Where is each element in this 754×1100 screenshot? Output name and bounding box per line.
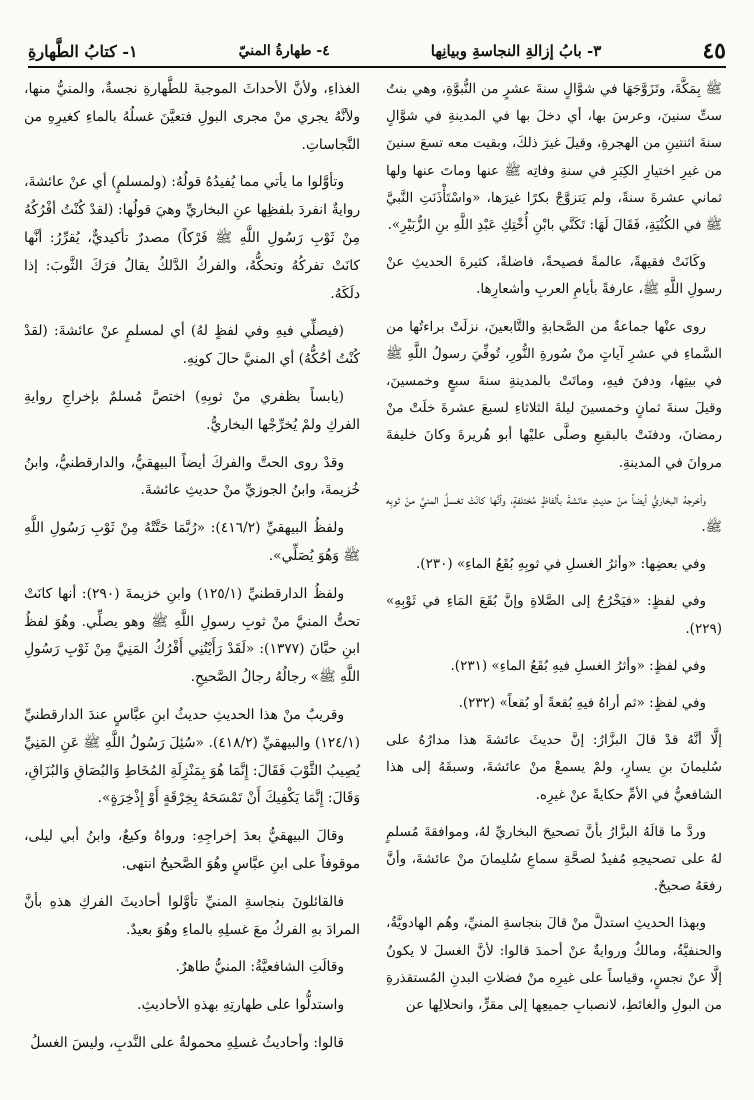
paragraph: وقالَتِ الشافعيَّةُ: المنيُّ طاهرٌ. [175,959,344,976]
paragraph: وفي لفظٍ: «فيَخْرُجُ إلى الصَّلاةِ وإنَّ بُقَعَ المَاءِ في ثَوْبِهِ» (٢٢٩). [386,593,722,637]
paragraph: وقريبٌ منْ هذا الحديثِ حديثُ ابنِ عبَّاسٍ عندَ الدارقطنيِّ (١٢٤/١) والبيهقيِّ (٤١٨/٢). «سُئِلَ رَسُولُ اللَّهِ ﷺ عَنِ المَنِيِّ يُصِيبُ الثَّوْبَ فَقَالَ: إِنَّمَا هُوَ بِمَنْزِلَةِ المُخَاطِ وَالبُصَاقِ وَالبُزَاقِ، وَقَالَ: إِنَّمَا يَكْفِيكَ أَنْ تَمْسَحَهُ بِخِرْقَةٍ أَوْ إِذْخِرَةٍ». [24,706,360,807]
paragraph: إلَّا أنَّهُ قدْ قالَ البزَّارُ: إنَّ حديثَ عائشةَ هذا مدارُهُ على سُليمانَ بنِ يسارٍ، ولمْ يسمعْ منْ عائشةَ، وسبقَهُ إلى هذا الشافعيُّ في الأمِّ حكايةً عنْ غيرِه. [386,732,722,803]
paragraph: ﷺ بِمَكَّةَ، وتَزَوَّجَهَا في شوَّالٍ سنةَ عشرٍ من النُّبوَّةِ، وهي بنتُ ستِّ سنينَ، وعرسَ بها، أي دخلَ بها في المدينةِ في شوَّالٍ سنةَ اثنتينِ من الهجرةِ، وقيلَ غيرَ ذلكَ، وبقيت معه تسعَ سنينَ من غيرِ اختيارِ الكِبَرِ في سنةِ وفاتِه ﷺ عنها وماتَ عنها ولها ثماني عشرةَ سنةً، ولم يَتزوَّجْ بكرًا غيرَها، «واسْتَأْذَنَتِ النَّبيَّ ﷺ في الكُنْيَةِ، فَقَالَ لَهَا: تَكَنَّي بابْنِ أُخْتِكِ عَبْدِ اللَّهِ بنِ الزُّبَيْرِ». [386,81,722,234]
paragraph: وبهذا الحديثِ استدلَّ منْ قالَ بنجاسةِ المنيِّ، وهُم الهادويَّةُ، والحنفيَّةُ، ومالكٌ وروايةٌ عنْ أحمدَ قالوا: لأنَّ الغسلَ لا يكونُ إلَّا عنْ نجسٍ، وقياساً على غيرِه منْ فضلاتِ البدنِ المُستقذرةِ من البولِ والغائطِ، لانصبابِ جميعِها إلى مقرٍّ، وانحلالِها عن [386,915,722,1014]
chapter-title: ٣- بابُ إزالةِ النجاسةِ وبيانِها [430,42,602,60]
paragraph: فالقائلونَ بنجاسةِ المنيِّ تأوَّلوا أحاديثَ الفركِ هذهِ بأنَّ المرادَ بهِ الفركُ معَ غسلِهِ بالماءِ وهُوَ بعيدٌ. [24,893,360,938]
paragraph: وأخرجهُ البخاريُّ أيضاً منْ حديثِ عائشةَ بألفاظٍ مُختلفةٍ، وأنَّها كانَتْ تغسلُ المنيَّ منْ ثوبِه ﷺ. [386,491,722,536]
paragraph: وقالَ البيهقيُّ بعدَ إخراجِهِ: ورواهُ وكيعٌ، وابنُ أبي ليلى، موقوفاً على ابنِ عبَّاسٍ وهُوَ الصَّحيحُ انتهى. [24,828,360,872]
section-title: ٤- طهارةُ المنيّ [238,43,330,59]
book-title: ١- كتابُ الطَّهارةِ [28,41,138,61]
paragraph: ولفظُ البيهقيِّ (٤١٦/٢): «رُبَّمَا حَتَّتْهُ مِنْ ثَوْبِ رَسُولِ اللَّهِ ﷺ وَهُوَ يُصَلِّي». [24,520,360,564]
paragraph: روى عنْها جماعةٌ من الصَّحابةِ والتَّابعينَ، نزلَتْ براءتُها من السَّماءِ في عشرِ آياتٍ منْ سُورةِ النُّورِ، تُوفِّيَ رسولُ اللَّهِ ﷺ في بيتِها، ودفنَ فيهِ، وماتَتْ بالمدينةِ سنةَ سبعٍ وخمسينَ، وقيلَ سنةَ ثمانٍ وخمسينَ ليلةَ الثلاثاءِ لسبعَ عشرةَ خلَتْ منْ رمضانَ، ودفنَتْ بالبقيعِ وصلَّى عليْها أبو هُريرةَ وكانَ خليفةَ مروانَ في المدينةِ. [386,318,722,471]
paragraph: الغذاءِ، ولأنَّ الأحداثَ الموجبةَ للطَّهارةِ نجسةٌ، والمنيُّ منها، ولأنَّهُ يجري منْ مجرى البولِ فتعيَّنَ غسلُهُ بالماءِ كغيرِهِ من النَّجاساتِ. [24,81,360,153]
paragraph: قالوا: وأحاديثُ غسلِهِ محمولةٌ على النَّدبِ، وليسَ الغسلُ [30,1034,344,1051]
paragraph: وفي لفظٍ: «ثم أراهُ فيهِ بُقعةً أو بُقعاً» (٢٣٢). [458,695,706,712]
paragraph: وردَّ ما قالَهُ البزَّارُ بأنَّ تصحيحَ البخاريِّ لهُ، وموافقةَ مُسلمٍ لهُ على تصحيحِهِ مُفيدٌ لصحَّةِ سماعِ سُليمانَ منْ عائشةَ، وأنَّ رفعَهُ صحيحٌ. [386,823,722,895]
paragraph: وكَانَتْ فقيهةً، عالمةً فصيحةً، فاضلةً، كثيرةَ الحديثِ عنْ رسولِ اللَّهِ ﷺ، عارفةً بأيامِ العربِ وأشعارِها. [386,254,722,298]
page-number: ٤٥ [702,38,726,64]
left-column [24,76,360,1068]
running-header [28,36,726,66]
header-rule [28,66,726,68]
paragraph: وفي لفظٍ: «وأثرُ الغسلِ فيهِ بُقَعُ الماءِ» (٢٣١). [450,657,706,674]
paragraph: واستدلُّوا على طهارتِهِ بهذهِ الأحاديثِ. [137,997,344,1014]
paragraph: (يابساً بظفري منْ ثوبِهِ) اختصَّ مُسلمٌ بإخراجِ روايةِ الفركِ ولمْ يُخرِّجْها البخاريُّ. [24,388,360,433]
paragraph: ولفظُ الدارقطنيِّ (١٢٥/١) وابنِ خزيمةَ (٢٩٠): أنها كانَتْ تحتُّ المنيَّ منْ ثوبِ رسولِ اللَّهِ ﷺ وهو يصلِّي. وهُوَ لفظُ ابنِ حبَّانَ (١٣٧٧): «لَقَدْ رَأَيْتُنِي أَفْرُكُ المَنِيَّ مِنْ ثَوْبِ رَسُولِ اللَّهِ ﷺ» رجالُهُ رجالُ الصَّحيحِ. [24,585,361,686]
paragraph: (فيصلِّي فيهِ وفي لفظٍ لهُ) أي لمسلمٍ عنْ عائشةَ: (لقدْ كُنْتُ أحُكُّهُ) أي المنيَّ حالَ كونِهِ. [24,323,360,368]
right-column [386,76,722,1029]
paragraph: وفي بعضِها: «وأثرُ الغسلِ في ثوبِهِ بُقَعُ الماءِ» (٢٣٠). [416,556,706,573]
paragraph: وقدْ روى الحتَّ والفركَ أيضاً البيهقيُّ، والدارقطنيُّ، وابنُ خُزيمةَ، وابنُ الجوزيِّ منْ حديثِ عائشةَ. [24,454,360,499]
paragraph: وتأوَّلوا ما يأتي مما يُفيدُهُ قولُهُ: (ولمسلمٍ) أي عنْ عائشةَ، روايةٌ انفردَ بلفظِها عنِ البخاريِّ وهيَ قولُها: (لقدْ كُنْتُ أفْرُكُهُ مِنْ ثَوْبِ رَسُولِ اللَّهِ ﷺ فَرْكاً) مصدرٌ تأكيديٌّ، يُقرِّرُ: أنَّها كانَتْ تفركُهُ وتحكُّهُ، والفركُ الدَّلكُ يقالُ فرَكَ الثَّوبَ: إذا دلَكَهُ. [24,174,360,302]
